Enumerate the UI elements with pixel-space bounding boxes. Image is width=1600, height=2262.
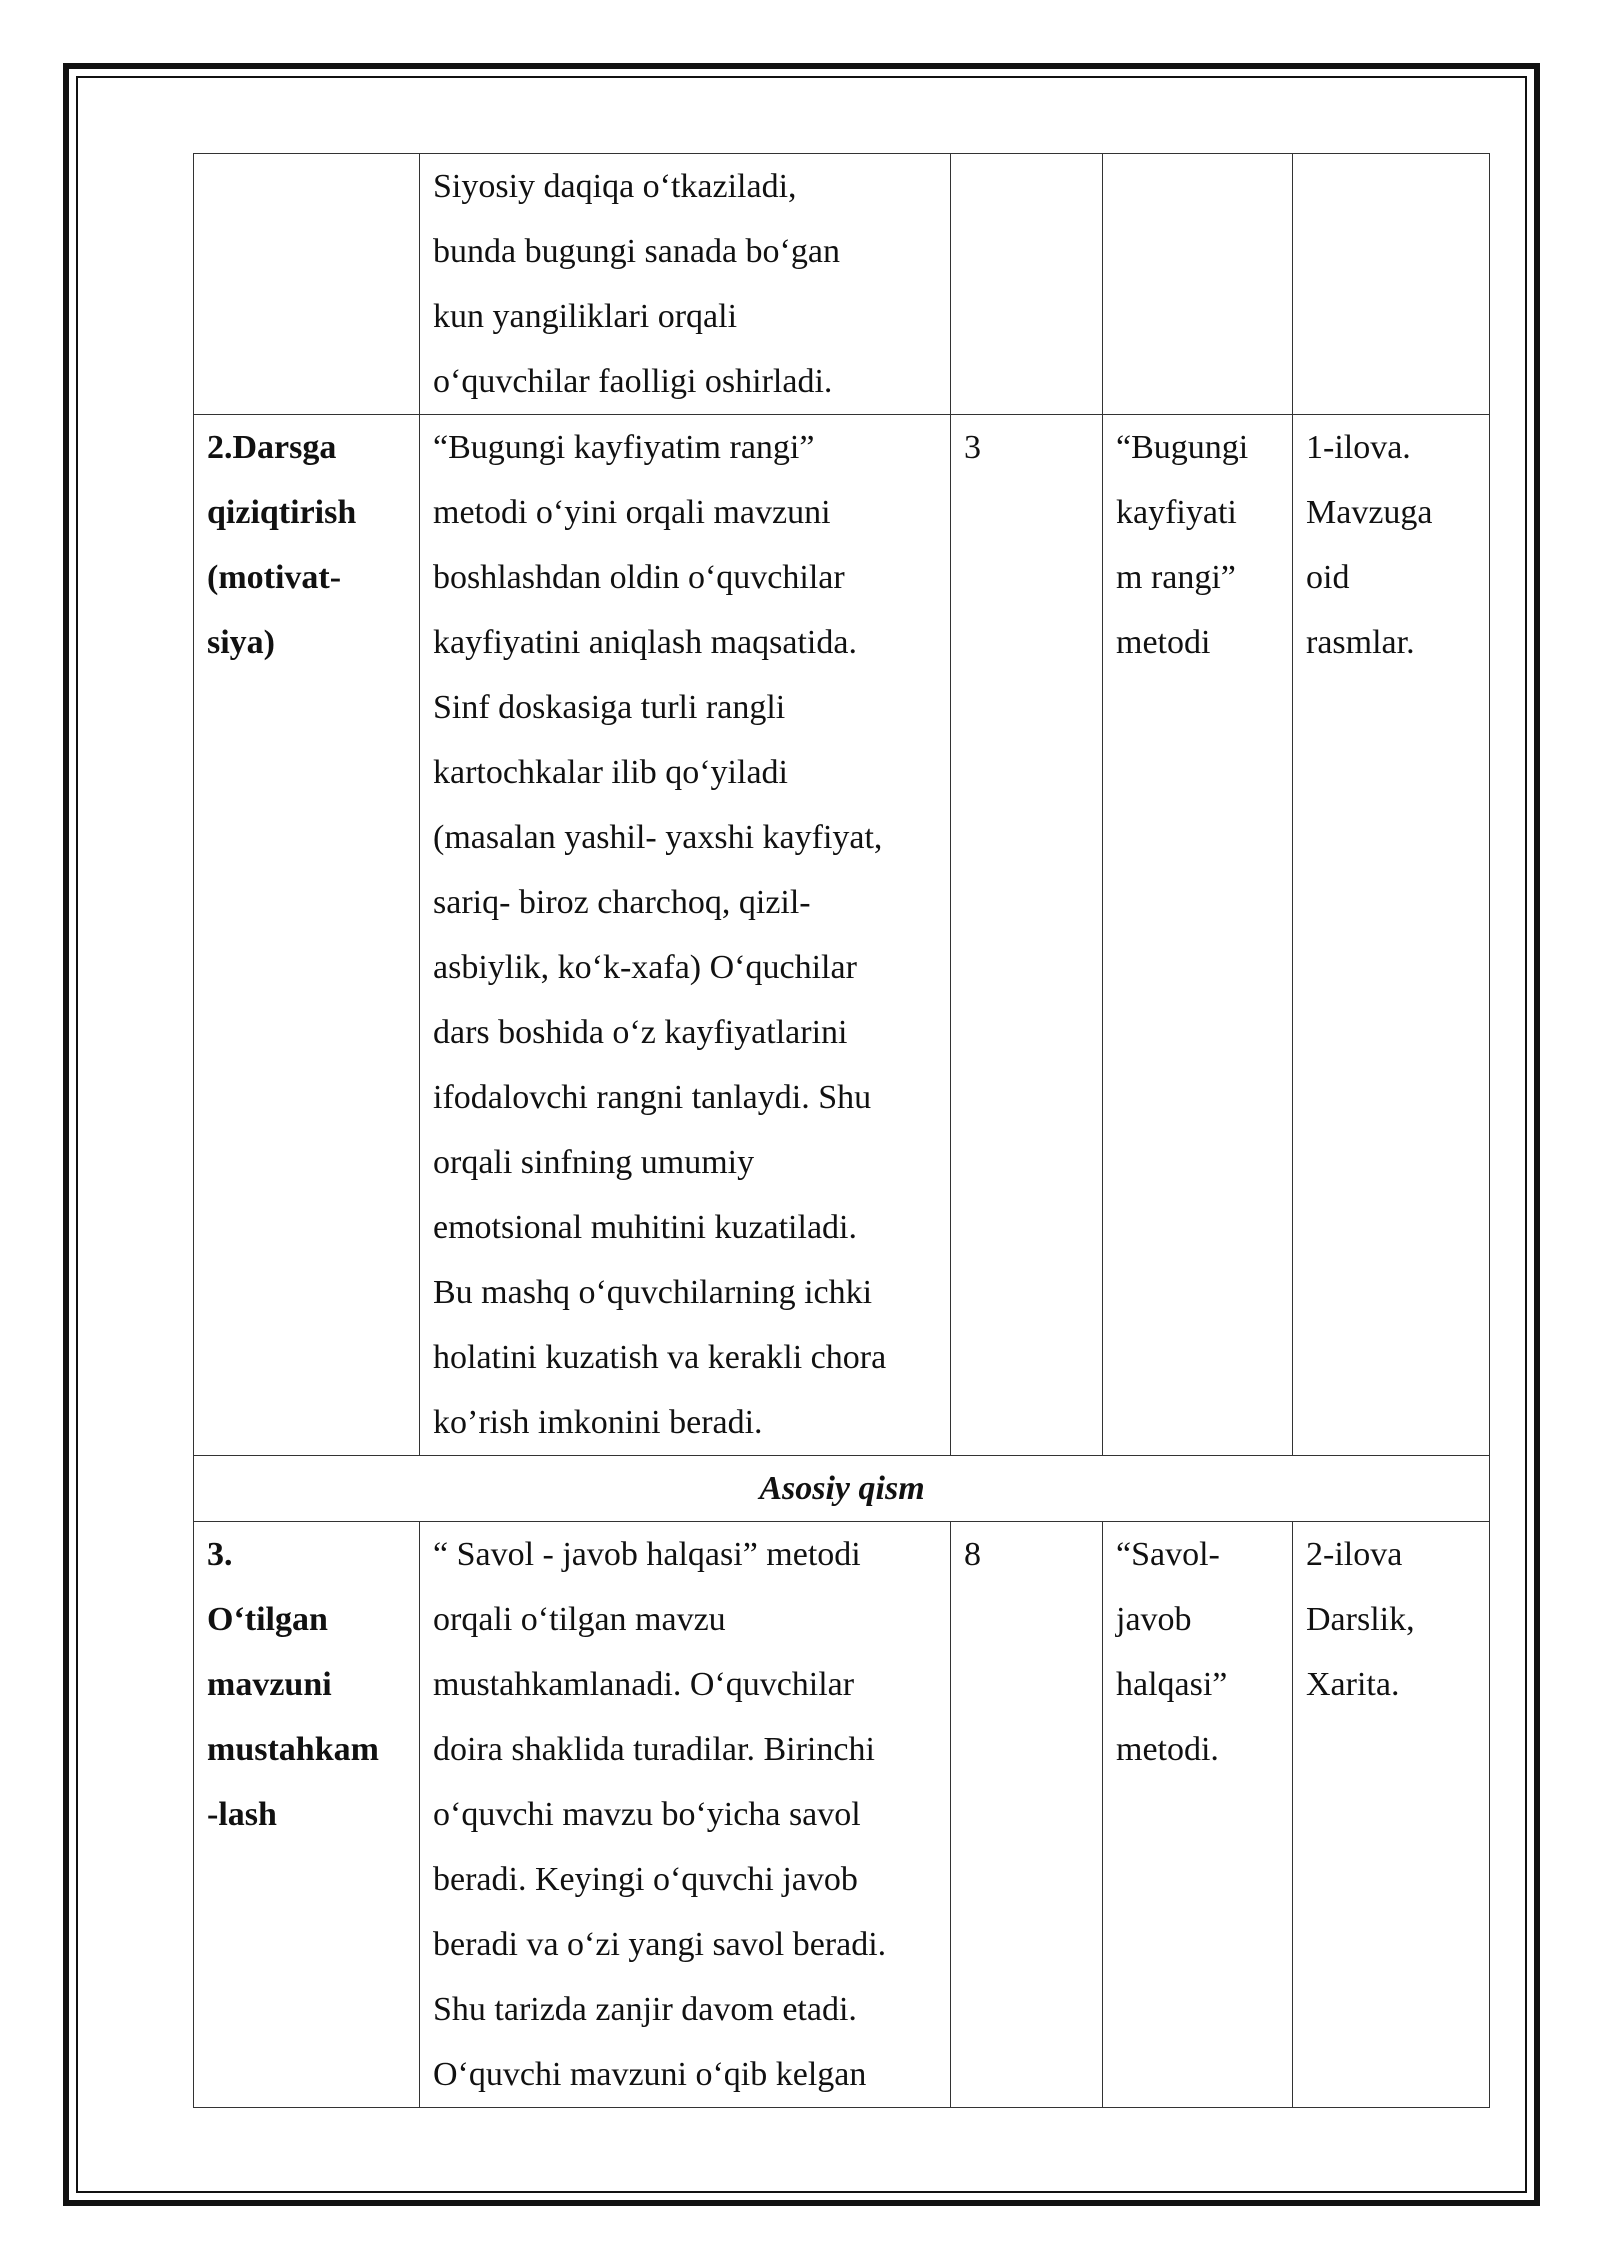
table-row [194,154,1490,415]
resources-cell: 2-ilova Darslik, Xarita. [1293,1522,1490,2108]
method-cell [1103,154,1293,415]
table-row [194,415,1490,1456]
stage-cell: 3. O‘tilgan mavzuni mustahkam -lash [194,1522,420,2108]
description-cell: “Bugungi kayfiyatim rangi” metodi o‘yini orqali mavzuni boshlashdan oldin o‘quvchilar kayfiyatini aniqlash maqsatida. Sinf doskasiga turli rangli kartochkalar ilib qo‘yiladi (masalan yashil- yaxshi kayfiyat, sariq- biroz charchoq, qizil- asbiylik, ko‘k-xafa) O‘quchilar dars boshida o‘z kayfiyatlarini ifodalovchi rangni tanlaydi. Shu orqali sinfning umumiy emotsional muhitini kuzatiladi. Bu mashq o‘quvchilarning ichki holatini kuzatish va kerakli chora ko’rish imkonini beradi. [420,415,951,1456]
stage-cell: 2.Darsga qiziqtirish (motivat- siya) [194,415,420,1456]
time-cell: 8 [951,1522,1103,2108]
lesson-plan-table [193,153,1490,2108]
time-cell: 3 [951,415,1103,1456]
method-cell: “Savol- javob halqasi” metodi. [1103,1522,1293,2108]
time-cell [951,154,1103,415]
resources-cell: 1-ilova. Mavzuga oid rasmlar. [1293,415,1490,1456]
table-row [194,1522,1490,2108]
section-row [194,1456,1490,1522]
section-title: Asosiy qism [194,1456,1490,1522]
method-cell: “Bugungi kayfiyati m rangi” metodi [1103,415,1293,1456]
stage-cell [194,154,420,415]
resources-cell [1293,154,1490,415]
description-cell: Siyosiy daqiqa o‘tkaziladi, bunda bugungi sanada bo‘gan kun yangiliklari orqali o‘quvchilar faolligi oshirladi. [420,154,951,415]
description-cell: “ Savol - javob halqasi” metodi orqali o‘tilgan mavzu mustahkamlanadi. O‘quvchilar doira shaklida turadilar. Birinchi o‘quvchi mavzu bo‘yicha savol beradi. Keyingi o‘quvchi javob beradi va o‘zi yangi savol beradi. Shu tarizda zanjir davom etadi. O‘quvchi mavzuni o‘qib kelgan [420,1522,951,2108]
